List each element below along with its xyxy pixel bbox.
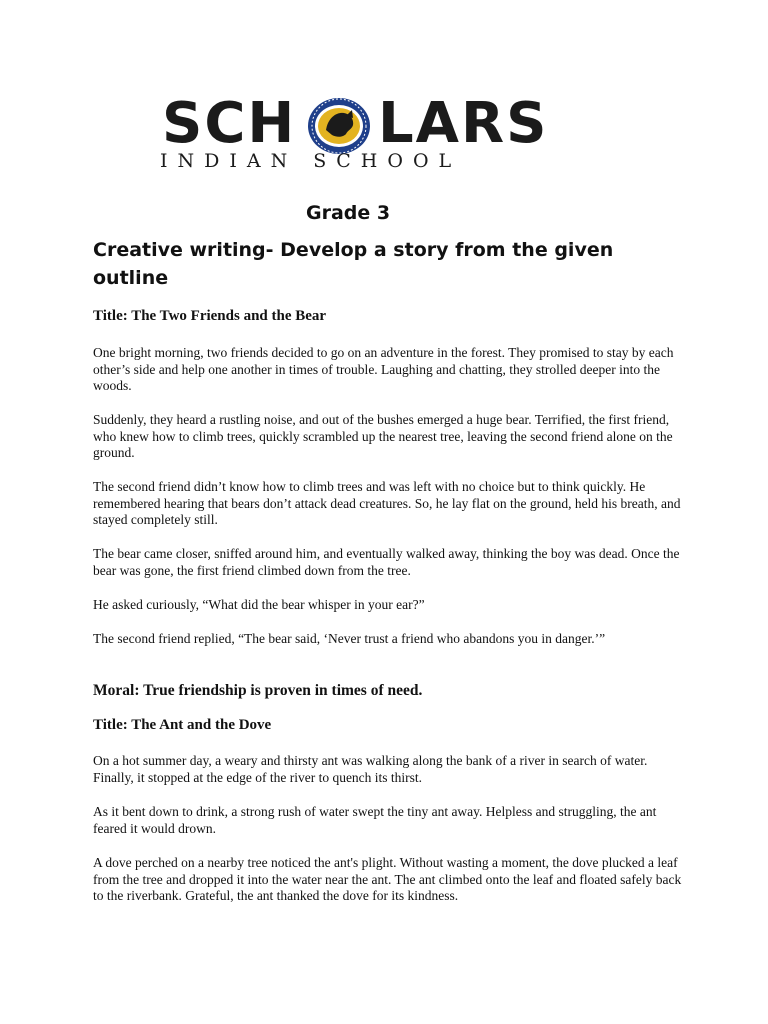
story1-moral: Moral: True friendship is proven in times of need.	[93, 682, 423, 699]
story1-paragraph-4: The bear came closer, sniffed around him, and eventually walked away, thinking the boy was dead. Once the bear was gone, the first friend climbed down from the tree.	[93, 546, 680, 578]
school-logo	[160, 91, 549, 176]
assignment-heading: Creative writing- Develop a story from the given outline	[93, 239, 614, 289]
story2-paragraph-1: On a hot summer day, a weary and thirsty ant was walking along the bank of a river in search of water. Finally, it stopped at the edge of the river to quench its thirst.	[93, 753, 648, 785]
story1-paragraph-5: He asked curiously, “What did the bear whisper in your ear?”	[93, 597, 425, 612]
story1-paragraph-2: Suddenly, they heard a rustling noise, and out of the bushes emerged a huge bear. Terrified, the first friend, who knew how to climb trees, quickly scrambled up the nearest tree, leaving the second friend alone on the ground.	[93, 412, 673, 461]
logo-word-left: SCH	[162, 91, 297, 156]
story2-paragraph-2: As it bent down to drink, a strong rush of water swept the tiny ant away. Helpless and struggling, the ant feared it would drown.	[93, 804, 657, 836]
logo-subtitle: INDIAN SCHOOL	[160, 150, 462, 172]
story2-paragraph-3: A dove perched on a nearby tree noticed the ant's plight. Without wasting a moment, the dove plucked a leaf from the tree and dropped it into the water near the ant. The ant climbed onto the leaf and floated safely back to the riverbank. Grateful, the ant thanked the dove for its kindness.	[93, 855, 682, 904]
story1-paragraph-3: The second friend didn’t know how to climb trees and was left with no choice but to think quickly. He remembered hearing that bears don’t attack dead creatures. So, he lay flat on the ground, held his breath, and stayed completely still.	[93, 479, 681, 528]
grade-heading: Grade 3	[306, 202, 391, 224]
logo-word-right: LARS	[378, 91, 549, 156]
school-seal-icon	[306, 96, 372, 156]
story1-title: Title: The Two Friends and the Bear	[93, 308, 327, 324]
story1-paragraph-1: One bright morning, two friends decided to go on an adventure in the forest. They promised to stay by each other’s side and help one another in times of trouble. Laughing and chatting, they strolled deeper into the woods.	[93, 345, 674, 394]
story2-title: Title: The Ant and the Dove	[93, 717, 272, 733]
story1-paragraph-6: The second friend replied, “The bear said, ‘Never trust a friend who abandons you in danger.’”	[93, 631, 606, 646]
